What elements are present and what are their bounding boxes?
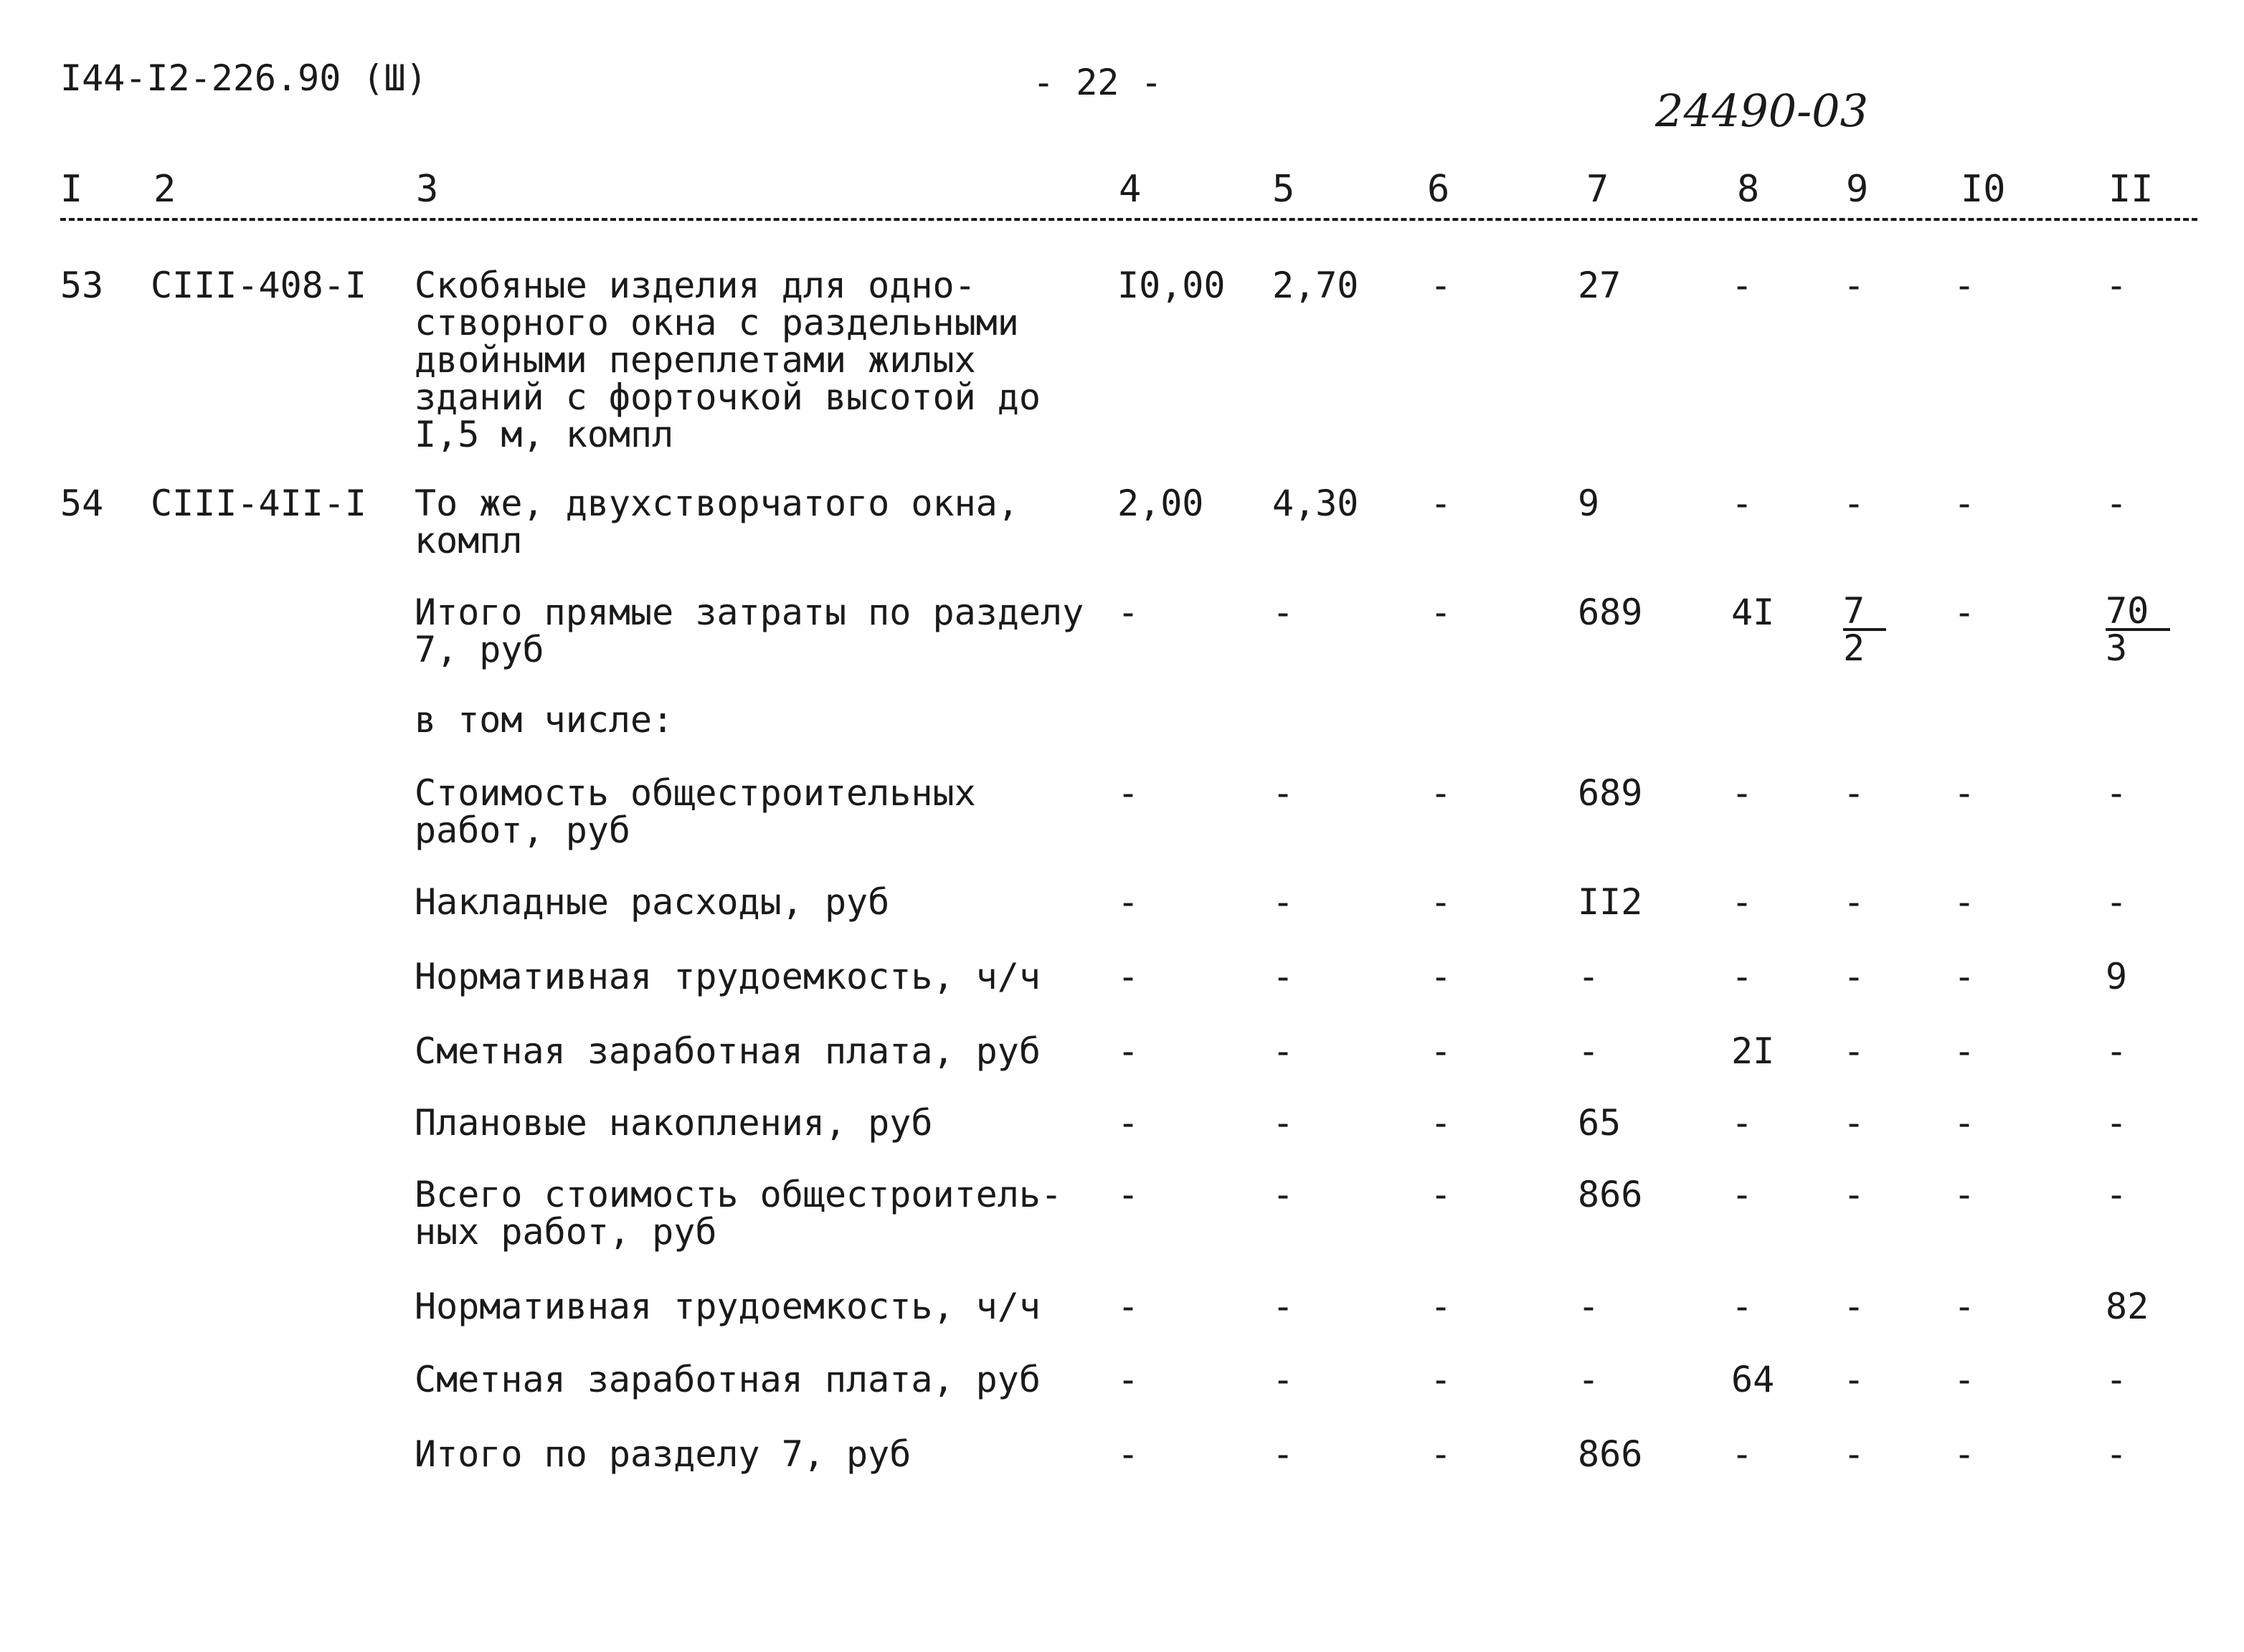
col-5-cell: - [1272,1102,1294,1144]
col-10-cell: - [1954,1286,1976,1327]
col-6-cell: - [1430,483,1452,524]
col-8-cell: - [1731,772,1753,814]
col-7-cell: - [1578,1359,1600,1400]
fraction-denominator: 2 [1843,627,1865,669]
col-6-cell: - [1430,1102,1452,1144]
col-4-cell: - [1117,1102,1140,1144]
row-description-cell: в том числе: [415,699,674,741]
col-10-cell: - [1954,483,1976,524]
col-6-cell: - [1430,772,1452,814]
col-9-cell: - [1843,1433,1865,1475]
row-description-cell: Сметная заработная плата, руб [415,1359,1041,1400]
col-8-cell: - [1731,881,1753,923]
col-7-cell: 65 [1578,1102,1622,1144]
page-number: - 22 - [1033,62,1163,103]
row-number-cell: 53 [60,265,104,306]
col-8-cell: - [1731,483,1753,524]
col-4-cell: - [1117,592,1140,633]
col-5-cell: - [1272,592,1294,633]
col-10-cell: - [1954,772,1976,814]
col-9-cell: - [1843,1286,1865,1327]
col-5-cell: 2,70 [1272,265,1359,306]
col-8-cell: - [1731,1286,1753,1327]
col-10-cell: - [1954,265,1976,306]
row-description-cell: Всего стоимость общестроитель- ных работ, руб [415,1174,1063,1253]
column-number-8: 8 [1737,168,1760,211]
col-4-cell: - [1117,1433,1140,1475]
row-description-cell: Нормативная трудоемкость, ч/ч [415,956,1041,997]
col-8-cell: 2I [1731,1030,1775,1072]
dashed-header-rule [60,218,2197,221]
col-11-cell: - [2106,1102,2128,1144]
col-11-cell: - [2106,265,2128,306]
handwritten-stamp-number: 24490-03 [1655,85,1869,137]
col-9-cell [1843,590,1886,669]
col-7-cell: 689 [1578,592,1643,633]
col-4-cell: - [1117,881,1140,923]
col-5-cell: - [1272,1286,1294,1327]
col-5-cell: - [1272,956,1294,997]
col-10-cell: - [1954,1174,1976,1215]
col-11-cell: 9 [2106,956,2128,997]
fraction-denominator: 3 [2106,627,2128,669]
col-11-cell [2106,590,2170,669]
column-number-10: I0 [1961,168,2006,211]
col-9-cell: - [1843,1030,1865,1072]
col-9-cell: - [1843,956,1865,997]
column-number-4: 4 [1119,168,1142,211]
col-5-cell: - [1272,1174,1294,1215]
col-5-cell: - [1272,1433,1294,1475]
row-description-cell: Итого по разделу 7, руб [415,1433,912,1475]
col-7-cell: 866 [1578,1433,1643,1475]
column-number-6: 6 [1427,168,1450,211]
col-4-cell: - [1117,1359,1140,1400]
col-11-cell: - [2106,772,2128,814]
col-11-cell: 82 [2106,1286,2149,1327]
col-7-cell: - [1578,956,1600,997]
fraction-value [1843,590,1886,669]
col-4-cell: - [1117,1286,1140,1327]
row-description-cell: Нормативная трудоемкость, ч/ч [415,1286,1041,1327]
row-code-cell: СIII-408-I [151,265,367,306]
col-11-cell: - [2106,1359,2128,1400]
col-6-cell: - [1430,592,1452,633]
col-6-cell: - [1430,1359,1452,1400]
col-8-cell: - [1731,1174,1753,1215]
col-7-cell: II2 [1578,881,1643,923]
fraction-numerator: 70 [2106,594,2170,631]
row-description-cell: То же, двухстворчатого окна, компл [415,483,1019,561]
col-11-cell: - [2106,483,2128,524]
col-10-cell: - [1954,1433,1976,1475]
col-7-cell: 9 [1578,483,1600,524]
col-5-cell: - [1272,1359,1294,1400]
col-11-cell: - [2106,1433,2128,1475]
row-description-cell: Плановые накопления, руб [415,1102,933,1144]
col-8-cell: 64 [1731,1359,1775,1400]
column-number-3: 3 [416,168,439,211]
col-4-cell: - [1117,956,1140,997]
col-4-cell: - [1117,1030,1140,1072]
column-number-5: 5 [1272,168,1295,211]
fraction-numerator: 7 [1843,594,1886,631]
col-8-cell: - [1731,1102,1753,1144]
row-number-cell: 54 [60,483,104,524]
col-6-cell: - [1430,265,1452,306]
col-8-cell: - [1731,1433,1753,1475]
column-number-11: II [2108,168,2154,211]
col-4-cell: - [1117,1174,1140,1215]
col-9-cell: - [1843,1359,1865,1400]
col-7-cell: - [1578,1030,1600,1072]
fraction-value [2106,590,2170,669]
col-10-cell: - [1954,1102,1976,1144]
col-5-cell: - [1272,881,1294,923]
col-7-cell: 866 [1578,1174,1643,1215]
col-10-cell: - [1954,592,1976,633]
col-4-cell: I0,00 [1117,265,1226,306]
row-description-cell: Скобяные изделия для одно- створного окна с раздельными двойными переплетами жилых зданий с форточкой высотой до I,5 м, компл [415,265,1041,455]
col-6-cell: - [1430,881,1452,923]
col-11-cell: - [2106,1174,2128,1215]
row-code-cell: СIII-4II-I [151,483,367,524]
col-5-cell: - [1272,772,1294,814]
col-9-cell: - [1843,881,1865,923]
column-number-7: 7 [1586,168,1609,211]
col-11-cell: - [2106,1030,2128,1072]
col-8-cell: 4I [1731,592,1775,633]
col-8-cell: - [1731,956,1753,997]
col-4-cell: - [1117,772,1140,814]
document-number: I44-I2-226.90 (Ш) [60,57,427,99]
column-number-2: 2 [153,168,176,211]
col-8-cell: - [1731,265,1753,306]
col-9-cell: - [1843,265,1865,306]
col-6-cell: - [1430,1286,1452,1327]
col-9-cell: - [1843,483,1865,524]
column-number-9: 9 [1846,168,1869,211]
col-11-cell: - [2106,881,2128,923]
col-6-cell: - [1430,1030,1452,1072]
column-number-1: I [60,168,83,211]
col-10-cell: - [1954,1030,1976,1072]
col-6-cell: - [1430,1433,1452,1475]
col-9-cell: - [1843,772,1865,814]
row-description-cell: Итого прямые затраты по разделу 7, руб [415,592,1084,670]
col-10-cell: - [1954,881,1976,923]
row-description-cell: Накладные расходы, руб [415,881,890,923]
column-number-header [60,168,2197,221]
row-description-cell: Сметная заработная плата, руб [415,1030,1041,1072]
col-6-cell: - [1430,1174,1452,1215]
col-9-cell: - [1843,1102,1865,1144]
col-5-cell: - [1272,1030,1294,1072]
col-10-cell: - [1954,1359,1976,1400]
col-7-cell: 689 [1578,772,1643,814]
col-7-cell: 27 [1578,265,1622,306]
col-7-cell: - [1578,1286,1600,1327]
col-9-cell: - [1843,1174,1865,1215]
row-description-cell: Стоимость общестроительных работ, руб [415,772,976,851]
col-10-cell: - [1954,956,1976,997]
col-6-cell: - [1430,956,1452,997]
col-4-cell: 2,00 [1117,483,1204,524]
col-5-cell: 4,30 [1272,483,1359,524]
